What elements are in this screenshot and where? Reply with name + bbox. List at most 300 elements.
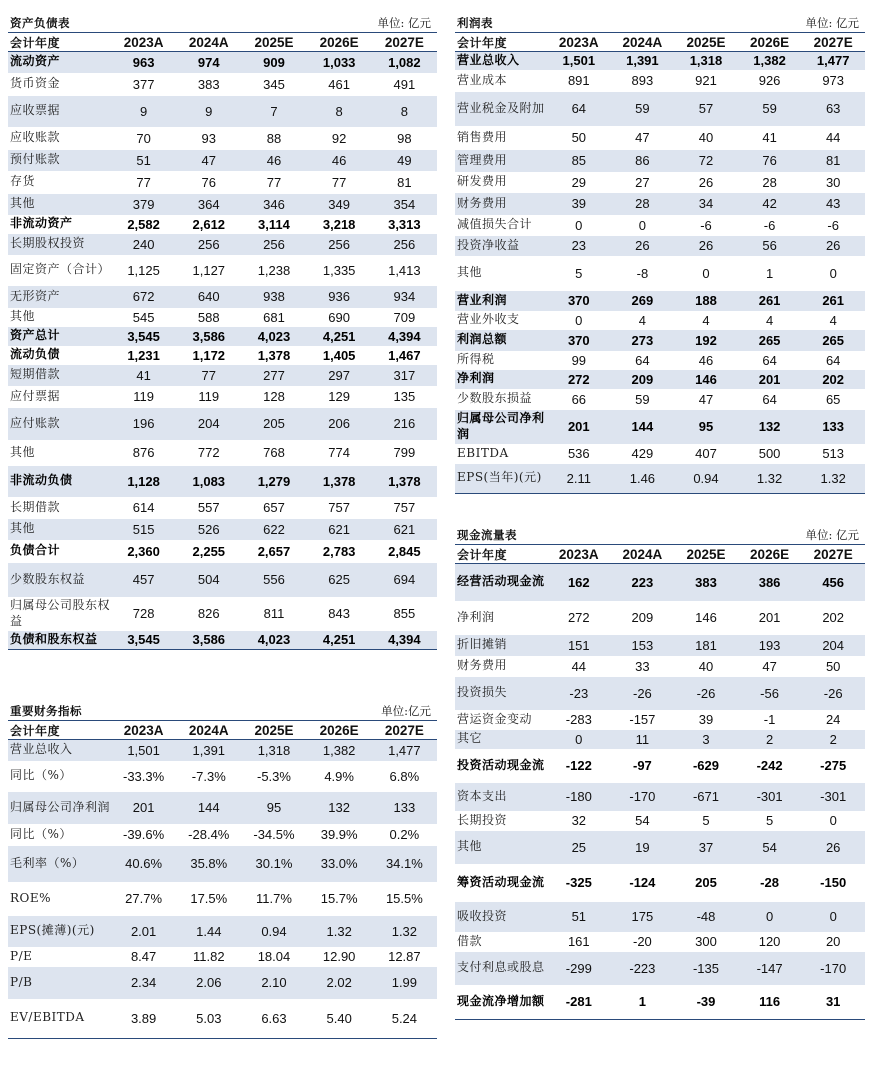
value-cell: -26: [823, 685, 843, 701]
value-cell: 876: [132, 445, 155, 460]
value-cell: 8: [335, 103, 343, 119]
row-label: 营业总收入: [10, 742, 73, 757]
value-cell: 28: [635, 196, 650, 211]
table-row: [8, 947, 437, 967]
value-cell: 119: [198, 389, 220, 404]
header-row: [8, 33, 437, 52]
value-cell: 12.87: [388, 949, 421, 964]
value-cell: 3,586: [176, 631, 241, 650]
table-row: [455, 811, 865, 831]
value-cell: 1.46: [611, 464, 675, 494]
row-label: 少数股东权益: [10, 571, 86, 586]
table-row: [455, 601, 865, 635]
value-cell: 99: [571, 352, 587, 368]
row-label: 预付账款: [10, 152, 61, 167]
row-label: 非流动资产: [10, 216, 73, 231]
value-cell: 240: [132, 236, 155, 252]
key-indicators-unit: 单位:亿元: [381, 704, 431, 718]
table-row: [455, 864, 865, 902]
header-year-cell: 2026E: [738, 545, 802, 564]
value-cell: 9: [205, 103, 213, 119]
row-label: 其他: [10, 521, 36, 536]
value-cell: 146: [695, 371, 717, 387]
row-label: P/E: [10, 948, 33, 963]
value-cell: 383: [197, 76, 220, 92]
table-row: [455, 193, 865, 215]
value-cell: 269: [631, 293, 654, 308]
header-year-cell: 2025E: [674, 545, 738, 564]
value-cell: 46: [698, 352, 714, 368]
value-cell: 47: [762, 658, 777, 674]
header-year-cell: 2023A: [111, 721, 176, 740]
value-cell: -325: [565, 875, 592, 890]
table-row: [8, 73, 437, 96]
value-cell: 429: [631, 446, 654, 461]
value-cell: 0: [575, 217, 583, 233]
row-label: 所得税: [457, 352, 495, 367]
row-label: 归属母公司净利润: [457, 410, 545, 441]
value-cell: 162: [567, 574, 590, 590]
value-cell: 317: [393, 367, 416, 383]
table-row: [8, 761, 437, 792]
value-cell: 0.94: [674, 464, 738, 494]
table-row: [455, 126, 865, 150]
value-cell: -7.3%: [191, 768, 226, 784]
value-cell: 614: [132, 500, 155, 515]
value-cell: 175: [631, 909, 654, 924]
value-cell: 256: [197, 236, 220, 252]
row-label: 其它: [457, 731, 483, 746]
value-cell: -56: [760, 685, 779, 701]
row-label: 投资损失: [457, 685, 508, 700]
value-cell: 26: [825, 238, 841, 253]
value-cell: 7: [270, 103, 278, 119]
value-cell: 153: [631, 637, 654, 653]
value-cell: 0: [829, 265, 837, 281]
row-label: 管理费用: [457, 152, 508, 167]
value-cell: 1,082: [388, 54, 421, 70]
value-cell: 26: [635, 238, 650, 253]
value-cell: 34.1%: [385, 856, 423, 871]
header-label-cell: 会计年度: [8, 721, 111, 740]
table-row: [8, 563, 437, 597]
value-cell: 95: [698, 419, 714, 434]
table-row: [455, 150, 865, 172]
value-cell: 2.11: [547, 464, 611, 494]
table-row: [8, 408, 437, 440]
value-cell: 1,128: [127, 473, 160, 489]
value-cell: 11.7%: [256, 891, 292, 906]
row-label: EPS(当年)(元): [455, 464, 547, 494]
value-cell: 1,477: [388, 742, 421, 758]
value-cell: 2: [829, 731, 837, 747]
value-cell: 1,413: [388, 262, 421, 278]
value-cell: 17.5%: [190, 891, 228, 906]
header-year-cell: 2025E: [674, 33, 738, 52]
value-cell: 30.1%: [255, 856, 293, 871]
value-cell: 146: [695, 610, 717, 625]
value-cell: -281: [547, 985, 611, 1020]
value-cell: 3,218: [322, 216, 356, 232]
value-cell: 657: [263, 500, 285, 515]
value-cell: 1,335: [322, 262, 356, 278]
value-cell: 135: [393, 389, 416, 404]
value-cell: 4: [765, 312, 774, 328]
value-cell: 1,391: [626, 53, 659, 69]
value-cell: 119: [133, 389, 154, 404]
value-cell: 86: [635, 153, 650, 168]
value-cell: 843: [328, 606, 350, 621]
row-label: 资本支出: [457, 788, 508, 803]
value-cell: 24: [825, 712, 841, 727]
value-cell: 6.63: [241, 999, 306, 1039]
value-cell: 1,083: [192, 473, 226, 489]
value-cell: 709: [393, 309, 416, 325]
value-cell: 26: [825, 839, 841, 855]
value-cell: 681: [263, 309, 285, 325]
value-cell: 811: [263, 606, 285, 621]
value-cell: -33.3%: [122, 768, 165, 784]
value-cell: -122: [565, 758, 592, 773]
value-cell: 64: [762, 352, 777, 368]
cash-flow-unit: 单位: 亿元: [805, 528, 859, 542]
value-cell: 349: [328, 196, 350, 212]
table-row: [455, 70, 865, 92]
value-cell: -6: [763, 217, 776, 233]
value-cell: 1,318: [689, 53, 723, 69]
value-cell: 1,382: [753, 53, 786, 69]
value-cell: -299: [565, 960, 592, 976]
row-label: ROE%: [10, 890, 52, 905]
value-cell: 3: [702, 731, 710, 747]
value-cell: 201: [132, 800, 155, 815]
table-row: [455, 783, 865, 811]
value-cell: 256: [263, 236, 285, 252]
value-cell: 1,382: [322, 742, 356, 758]
value-cell: 0: [638, 217, 646, 233]
value-cell: 128: [263, 389, 285, 404]
value-cell: 77: [331, 174, 347, 190]
value-cell: 272: [567, 610, 590, 625]
row-label: EV/EBITDA: [8, 999, 111, 1039]
value-cell: 20: [825, 934, 841, 949]
table-row: [455, 291, 865, 311]
header-year-cell: 2023A: [111, 33, 176, 52]
table-row: [8, 466, 437, 497]
value-cell: 640: [197, 289, 220, 304]
value-cell: 4,251: [307, 631, 372, 650]
table-row: [8, 346, 437, 365]
value-cell: 92: [331, 130, 347, 146]
row-label: 存货: [10, 174, 36, 189]
value-cell: 2.02: [326, 975, 352, 990]
table-row: [455, 215, 865, 236]
table-row: [455, 410, 865, 444]
row-label: 营运资金变动: [457, 711, 533, 726]
value-cell: 33: [635, 658, 650, 674]
value-cell: 921: [695, 73, 717, 88]
value-cell: 88: [266, 130, 282, 146]
header-label-cell: 会计年度: [455, 33, 547, 52]
table-row: [455, 256, 865, 291]
value-cell: 129: [328, 389, 350, 404]
row-label: 净利润: [457, 609, 495, 624]
value-cell: 39.9%: [320, 827, 358, 842]
value-cell: 41: [136, 367, 151, 383]
income-statement-title: 利润表: [457, 16, 493, 30]
value-cell: 2,582: [127, 216, 160, 232]
row-label: 其他: [10, 196, 36, 211]
value-cell: 5: [765, 813, 774, 828]
value-cell: 12.90: [322, 949, 356, 964]
header-year-cell: 2023A: [547, 545, 611, 564]
value-cell: 47: [201, 152, 217, 168]
key-indicators-table: [8, 720, 437, 1039]
value-cell: 29: [571, 174, 587, 190]
row-label: 折旧摊销: [457, 637, 508, 652]
row-label: EBITDA: [457, 445, 509, 460]
value-cell: 345: [263, 76, 285, 92]
table-row: [8, 882, 437, 916]
value-cell: 30: [825, 174, 841, 190]
value-cell: 2,845: [388, 543, 421, 559]
row-label: 吸收投资: [457, 908, 508, 923]
value-cell: 35.8%: [190, 856, 228, 871]
table-row: [455, 172, 865, 193]
value-cell: 728: [132, 606, 155, 621]
value-cell: 6.8%: [389, 768, 420, 784]
value-cell: 1: [765, 265, 774, 281]
row-label: 其他: [10, 444, 36, 459]
cash-flow-title: 现金流量表: [457, 528, 517, 542]
table-row: [8, 96, 437, 127]
row-label: 同比（%）: [10, 768, 72, 783]
value-cell: 386: [758, 574, 781, 590]
table-row: [8, 127, 437, 150]
value-cell: 98: [397, 130, 412, 146]
table-row: [8, 150, 437, 171]
value-cell: 181: [695, 637, 717, 653]
row-label: 资产总计: [10, 328, 61, 343]
value-cell: 81: [825, 153, 841, 168]
header-year-cell: 2024A: [611, 545, 675, 564]
table-row: [455, 464, 865, 494]
value-cell: 500: [758, 446, 781, 461]
row-label: 归属母公司股东权益: [10, 597, 111, 628]
value-cell: 4,251: [322, 328, 356, 344]
table-row: [8, 286, 437, 308]
value-cell: 974: [197, 54, 220, 70]
row-label: 固定资产（合计）: [10, 262, 111, 277]
row-label: 同比（%）: [10, 826, 72, 841]
value-cell: 2: [765, 731, 774, 747]
value-cell: 34: [698, 196, 714, 211]
row-label: 净利润: [457, 371, 495, 386]
value-cell: 855: [393, 606, 416, 621]
row-label: 借款: [457, 933, 483, 948]
value-cell: 461: [328, 76, 350, 92]
table-row: [455, 831, 865, 864]
balance-sheet-header: [8, 12, 437, 32]
value-cell: 5.03: [176, 999, 241, 1039]
value-cell: 2,360: [127, 543, 160, 559]
table-row: [455, 389, 865, 410]
value-cell: 4,023: [257, 328, 291, 344]
value-cell: 272: [567, 371, 590, 387]
header-label-cell: 会计年度: [455, 545, 547, 564]
table-row: [455, 444, 865, 464]
table-row: [8, 308, 437, 327]
value-cell: 40: [698, 130, 714, 145]
value-cell: 188: [695, 293, 717, 308]
value-cell: 40.6%: [125, 856, 163, 871]
value-cell: -28.4%: [188, 827, 230, 842]
value-cell: 891: [567, 73, 590, 88]
row-label: 毛利率（%）: [10, 855, 85, 870]
value-cell: 19: [635, 839, 650, 855]
value-cell: -26: [696, 685, 716, 701]
row-label: 支付利息或股息: [457, 960, 545, 975]
header-label-cell: 会计年度: [8, 33, 111, 52]
value-cell: 46: [266, 152, 282, 168]
table-row: [8, 916, 437, 947]
row-label: 长期股权投资: [10, 236, 86, 251]
row-label: 无形资产: [10, 288, 61, 303]
value-cell: 47: [698, 391, 714, 407]
value-cell: 85: [571, 153, 587, 168]
row-label: 投资活动现金流: [457, 757, 545, 772]
row-label: 其他: [457, 265, 483, 280]
row-label: 利润总额: [457, 332, 508, 347]
table-row: [455, 351, 865, 370]
value-cell: 51: [571, 909, 587, 924]
table-row: [8, 327, 437, 346]
row-label: 现金流净增加额: [455, 985, 547, 1020]
value-cell: 672: [132, 289, 155, 304]
value-cell: 223: [631, 574, 654, 590]
value-cell: 59: [635, 101, 650, 116]
value-cell: 690: [328, 309, 350, 325]
value-cell: 768: [263, 445, 285, 460]
value-cell: -180: [565, 789, 592, 804]
value-cell: 515: [132, 521, 155, 537]
value-cell: 196: [132, 416, 155, 431]
value-cell: 59: [635, 391, 650, 407]
value-cell: 64: [635, 352, 650, 368]
value-cell: -28: [760, 875, 779, 890]
value-cell: 1.32: [738, 464, 802, 494]
value-cell: -124: [629, 875, 656, 890]
income-statement-header: [455, 12, 865, 32]
value-cell: 273: [631, 332, 654, 348]
value-cell: 256: [393, 236, 416, 252]
row-label: 经营活动现金流: [457, 574, 545, 589]
value-cell: 70: [136, 130, 151, 146]
row-label: 研发费用: [457, 174, 508, 189]
value-cell: -150: [820, 875, 847, 890]
value-cell: 963: [132, 54, 155, 70]
value-cell: 625: [328, 572, 350, 587]
value-cell: 1.44: [196, 923, 222, 939]
table-row: [8, 846, 437, 882]
row-label: 财务费用: [457, 195, 508, 210]
value-cell: 491: [393, 76, 416, 92]
value-cell: 1.32: [801, 464, 865, 494]
value-cell: 216: [393, 416, 416, 431]
value-cell: -20: [632, 934, 652, 949]
value-cell: -23: [569, 685, 589, 701]
value-cell: 973: [822, 73, 845, 88]
value-cell: 133: [822, 419, 845, 434]
cash-flow-panel: [455, 524, 865, 1020]
row-label: 负债和股东权益: [8, 631, 111, 650]
key-indicators-header: [8, 700, 437, 720]
row-label: 应付账款: [10, 415, 61, 430]
table-row: [455, 635, 865, 656]
value-cell: 4.9%: [324, 768, 354, 784]
table-row: [455, 952, 865, 985]
value-cell: 2.01: [130, 923, 157, 939]
value-cell: -301: [756, 789, 783, 804]
value-cell: 40: [698, 658, 714, 674]
value-cell: 44: [571, 658, 587, 674]
value-cell: 1.32: [326, 923, 352, 939]
value-cell: 364: [197, 196, 220, 212]
value-cell: 3,114: [258, 216, 290, 232]
table-row: [8, 824, 437, 846]
value-cell: 27.7%: [125, 891, 163, 906]
value-cell: 1,279: [257, 473, 291, 489]
table-row: [455, 677, 865, 710]
row-label: 营业外收支: [457, 312, 520, 327]
value-cell: 0: [575, 731, 583, 747]
table-row: [455, 656, 865, 677]
value-cell: 95: [266, 800, 282, 815]
value-cell: 261: [822, 293, 845, 308]
value-cell: 120: [758, 934, 781, 949]
header-year-cell: 2027E: [801, 33, 865, 52]
value-cell: -6: [700, 217, 712, 233]
value-cell: 209: [631, 610, 654, 625]
value-cell: 5.24: [372, 999, 437, 1039]
row-label: 减值损失合计: [457, 217, 533, 232]
balance-sheet-unit: 单位: 亿元: [377, 16, 431, 30]
header-year-cell: 2027E: [372, 721, 437, 740]
value-cell: 407: [695, 446, 717, 461]
value-cell: 5.40: [307, 999, 372, 1039]
value-cell: -147: [756, 960, 783, 976]
value-cell: 26: [698, 238, 714, 253]
value-cell: 3.89: [111, 999, 176, 1039]
value-cell: 4: [702, 312, 710, 328]
header-year-cell: 2024A: [176, 33, 241, 52]
row-label: 其他: [457, 839, 483, 854]
table-row: [455, 749, 865, 783]
value-cell: 2.06: [196, 975, 222, 990]
value-cell: -1: [763, 712, 776, 727]
value-cell: 63: [825, 101, 841, 116]
value-cell: 346: [263, 196, 285, 212]
value-cell: 201: [758, 371, 781, 387]
value-cell: 2,657: [257, 543, 291, 559]
value-cell: 2,783: [322, 543, 356, 559]
row-label: 其他: [10, 309, 36, 324]
value-cell: 25: [571, 839, 587, 855]
value-cell: 1,501: [562, 53, 596, 69]
value-cell: 5: [702, 813, 710, 828]
header-row: [455, 545, 865, 564]
value-cell: 28: [762, 174, 777, 190]
